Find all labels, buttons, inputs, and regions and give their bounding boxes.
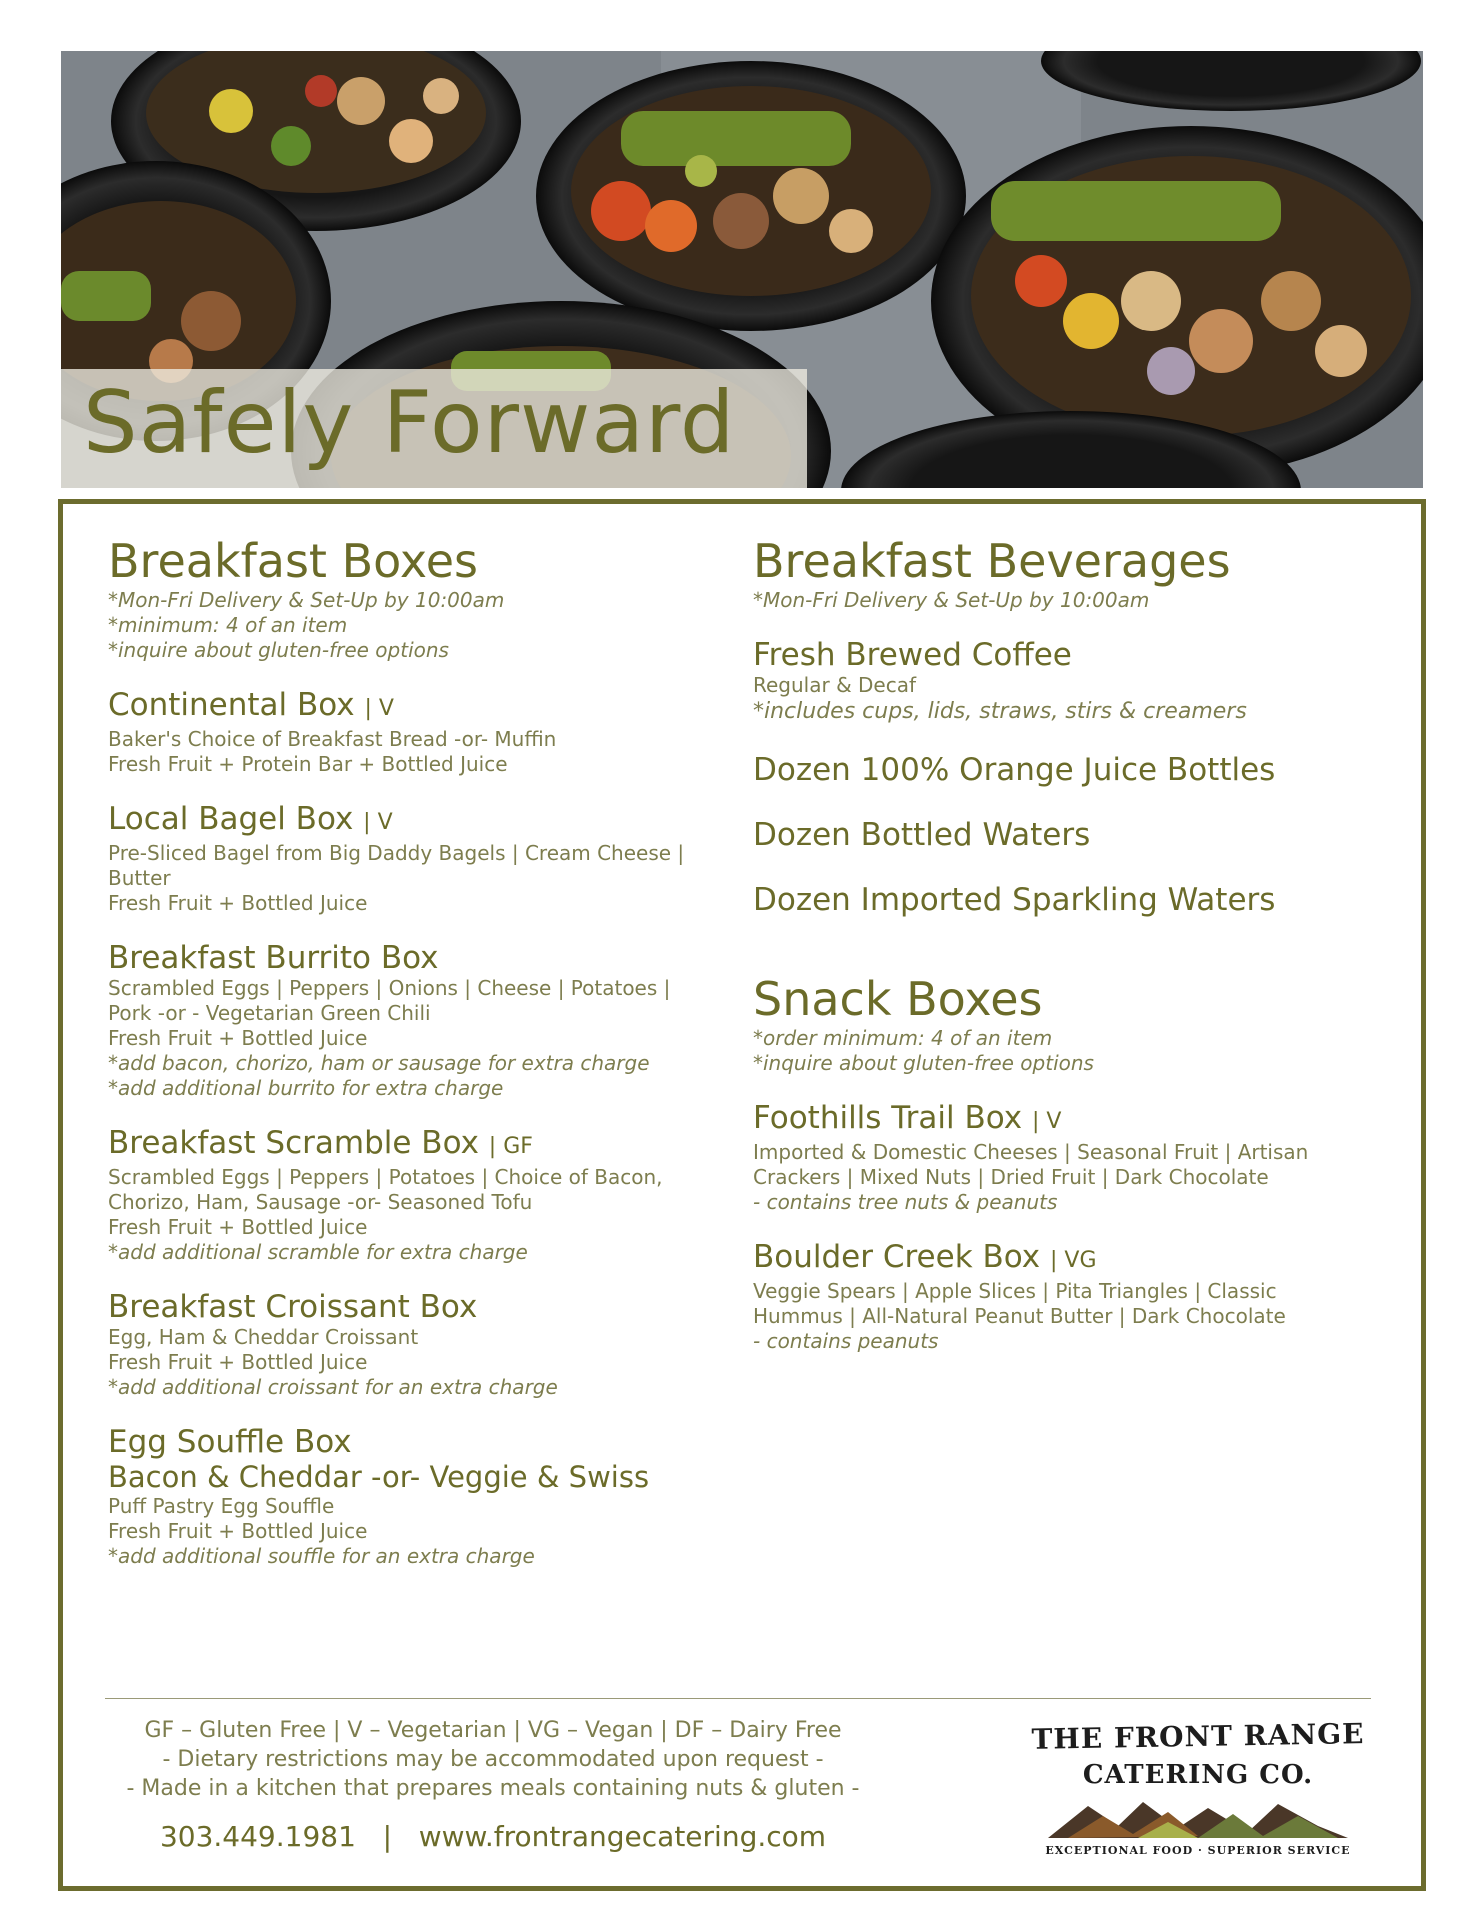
- item-name: Breakfast Croissant Box: [108, 1289, 478, 1325]
- logo-tagline: EXCEPTIONAL FOOD · SUPERIOR SERVICE: [1045, 1844, 1351, 1857]
- legend-line: GF – Gluten Free | V – Vegetarian | VG – Vegan | DF – Dairy Free: [144, 1718, 842, 1743]
- menu-item-egg-souffle-box: [108, 1424, 708, 1569]
- item-description: Hummus | All-Natural Peanut Butter | Dark Chocolate: [753, 1304, 1286, 1328]
- item-description: Crackers | Mixed Nuts | Dried Fruit | Dark Chocolate: [753, 1165, 1269, 1189]
- item-description: Butter: [108, 866, 171, 890]
- menu-item-sparkling-waters: Dozen Imported Sparkling Waters: [753, 882, 1276, 918]
- item-note: *includes cups, lids, straws, stirs & creamers: [753, 699, 1247, 724]
- breakfast-boxes-note: *Mon-Fri Delivery & Set-Up by 10:00am: [108, 588, 505, 612]
- contact-info[interactable]: 303.449.1981 | www.frontrangecatering.com: [159, 1820, 827, 1853]
- dietary-tag: | V: [1032, 1109, 1062, 1134]
- menu-item-breakfast-burrito-box: [108, 940, 708, 1101]
- breakfast-boxes-column: [108, 534, 708, 1569]
- item-description: Fresh Fruit + Protein Bar + Bottled Juice: [108, 752, 508, 776]
- item-name: Breakfast Burrito Box: [108, 940, 439, 976]
- snack-boxes-note: *order minimum: 4 of an item: [753, 1026, 1053, 1050]
- menu-frame: [58, 499, 1426, 1891]
- item-description: Puff Pastry Egg Souffle: [108, 1494, 335, 1518]
- breakfast-beverages-title: Breakfast Beverages: [753, 534, 1231, 588]
- company-logo: [1028, 1716, 1368, 1866]
- dietary-tag: | V: [364, 696, 394, 721]
- item-name: Foothills Trail Box: [753, 1100, 1023, 1136]
- menu-item-breakfast-croissant-box: [108, 1289, 708, 1400]
- item-note: *add additional souffle for an extra charge: [108, 1544, 535, 1568]
- hero-photo: [61, 51, 1423, 488]
- snack-boxes-title: Snack Boxes: [753, 972, 1043, 1026]
- item-title: [753, 1239, 1373, 1279]
- dietary-tag: | GF: [488, 1134, 533, 1159]
- item-description: Fresh Fruit + Bottled Juice: [108, 1350, 368, 1374]
- item-title: [108, 1289, 708, 1325]
- item-name: Fresh Brewed Coffee: [753, 637, 1072, 673]
- item-description: Fresh Fruit + Bottled Juice: [108, 1215, 368, 1239]
- legend-line: - Made in a kitchen that prepares meals containing nuts & gluten -: [126, 1776, 860, 1801]
- item-description: Regular & Decaf: [753, 673, 917, 697]
- breakfast-beverages-note: *Mon-Fri Delivery & Set-Up by 10:00am: [753, 588, 1150, 612]
- logo-line2: CATERING CO.: [1082, 1760, 1314, 1790]
- item-title: [108, 801, 708, 841]
- item-name: Continental Box: [108, 687, 355, 723]
- item-name: Egg Souffle Box: [108, 1424, 352, 1460]
- mountains-icon: [1048, 1798, 1348, 1838]
- menu-item-local-bagel-box: [108, 801, 708, 916]
- menu-item-bottled-waters: Dozen Bottled Waters: [753, 817, 1091, 853]
- item-subtitle: Bacon & Cheddar -or- Veggie & Swiss: [108, 1460, 650, 1494]
- item-note: - contains tree nuts & peanuts: [753, 1190, 1058, 1214]
- beverages-snacks-column: [753, 534, 1373, 1354]
- breakfast-boxes-note: *minimum: 4 of an item: [108, 613, 348, 637]
- item-description: Veggie Spears | Apple Slices | Pita Triangles | Classic: [753, 1279, 1277, 1303]
- item-note: *add additional burrito for extra charge: [108, 1076, 504, 1100]
- item-name: Local Bagel Box: [108, 801, 354, 837]
- menu-item-boulder-creek-box: [753, 1239, 1373, 1354]
- item-description: Scrambled Eggs | Peppers | Potatoes | Choice of Bacon,: [108, 1165, 663, 1189]
- item-description: Fresh Fruit + Bottled Juice: [108, 1026, 368, 1050]
- item-note: *add additional croissant for an extra charge: [108, 1375, 558, 1399]
- item-description: Egg, Ham & Cheddar Croissant: [108, 1325, 419, 1349]
- item-description: Pre-Sliced Bagel from Big Daddy Bagels | Cream Cheese |: [108, 841, 685, 865]
- menu-item-foothills-trail-box: [753, 1100, 1373, 1215]
- item-description: Fresh Fruit + Bottled Juice: [108, 891, 368, 915]
- logo-line1: THE FRONT RANGE: [1031, 1717, 1365, 1756]
- item-title: [108, 687, 708, 727]
- item-description: Imported & Domestic Cheeses | Seasonal Fruit | Artisan: [753, 1140, 1309, 1164]
- snack-boxes-note: *inquire about gluten-free options: [753, 1051, 1094, 1075]
- footer-divider: [105, 1698, 1371, 1699]
- dietary-tag: | V: [363, 810, 393, 835]
- legend-line: - Dietary restrictions may be accommodated upon request -: [162, 1747, 824, 1772]
- menu-item-fresh-brewed-coffee: [753, 637, 1373, 726]
- item-description: Chorizo, Ham, Sausage -or- Seasoned Tofu: [108, 1190, 533, 1214]
- dietary-legend: [123, 1716, 863, 1803]
- item-description: Baker's Choice of Breakfast Bread -or- Muffin: [108, 727, 557, 751]
- item-note: *add additional scramble for extra charge: [108, 1240, 528, 1264]
- item-note: *add bacon, chorizo, ham or sausage for extra charge: [108, 1051, 650, 1075]
- item-name: Boulder Creek Box: [753, 1239, 1041, 1275]
- item-name: Breakfast Scramble Box: [108, 1125, 479, 1161]
- menu-item-breakfast-scramble-box: [108, 1125, 708, 1265]
- item-description: Pork -or - Vegetarian Green Chili: [108, 1001, 431, 1025]
- item-description: Scrambled Eggs | Peppers | Onions | Cheese | Potatoes |: [108, 976, 671, 1000]
- menu-item-continental-box: [108, 687, 708, 777]
- dietary-tag: | VG: [1050, 1248, 1097, 1273]
- breakfast-boxes-note: *inquire about gluten-free options: [108, 638, 449, 662]
- item-note: - contains peanuts: [753, 1329, 939, 1353]
- breakfast-boxes-title: Breakfast Boxes: [108, 534, 478, 588]
- item-description: Fresh Fruit + Bottled Juice: [108, 1519, 368, 1543]
- item-title: [108, 1125, 708, 1165]
- page-title: Safely Forward: [83, 373, 736, 473]
- menu-item-orange-juice: Dozen 100% Orange Juice Bottles: [753, 752, 1276, 788]
- item-title: [108, 1424, 708, 1460]
- item-title: [108, 940, 708, 976]
- item-title: [753, 1100, 1373, 1140]
